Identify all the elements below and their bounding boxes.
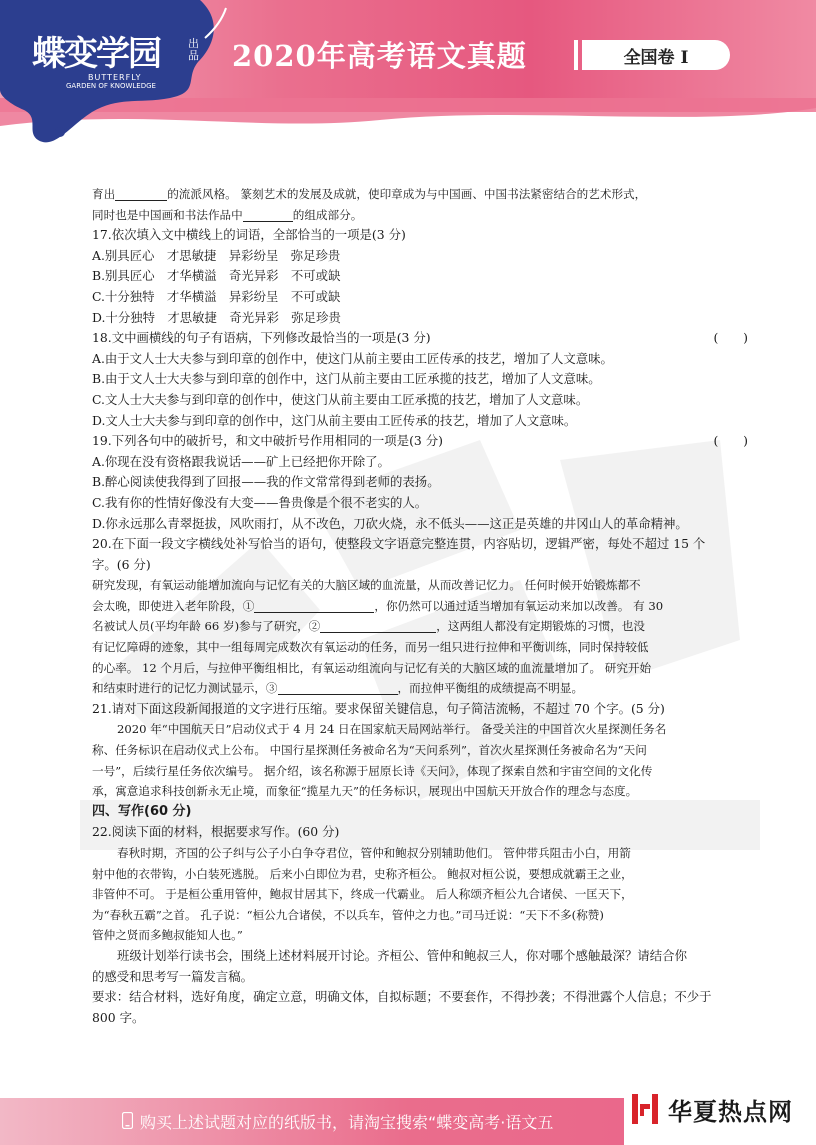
text-span: 会太晚，即使进入老年阶段，: [92, 598, 243, 613]
exam-badge: 全国卷 I: [582, 40, 730, 70]
answer-paren: ( ): [713, 433, 748, 449]
text-span: 育出: [92, 187, 116, 201]
q20-passage-line: [92, 596, 748, 617]
q20-passage-line: [92, 678, 748, 699]
q22-requirement-line: 800 字。: [92, 1009, 145, 1025]
q19-option-d: D.你永远那么青翠挺拔，风吹雨打，从不改色，刀砍火烧，永不低头——这正是英雄的井冈山人的革命精神。: [92, 515, 688, 531]
question-22-stem: 22.阅读下面的材料，根据要求写作。(60 分): [92, 824, 340, 840]
q22-task-line: 的感受和思考写一篇发言稿。: [92, 968, 254, 984]
q21-passage-line: 承，寓意追求科技创新永无止境，而象征“揽星九天”的任务标识，展现出中国航天开放合作的理念与态度。: [92, 784, 638, 799]
fill-blank: [243, 207, 293, 222]
brand-name: 华夏热点网: [668, 1098, 793, 1126]
text-span: 19.下列各句中的破折号，和文中破折号作用相同的一项是(3 分): [92, 433, 443, 449]
badge-bar: [574, 40, 578, 70]
q22-material-line: 管仲之贤而多鲍叔能知人也。”: [92, 928, 243, 943]
passage-line: [92, 184, 748, 205]
fill-blank-1[interactable]: [254, 598, 374, 613]
q18-option-a: A.由于文人士大夫参与到印章的创作中，使这门从前主要由工匠传承的技艺，增加了人文意味。: [92, 350, 613, 366]
q22-material-line: 射中他的衣带钩，小白装死逃脱。 后来小白即位为君，史称齐桓公。 鲍叔对桓公说，要想成就霸王之业，: [92, 866, 633, 881]
q17-option-b: B.别具匠心 才华横溢 奇光异彩 不可或缺: [92, 268, 341, 284]
q18-option-c: C.文人士大夫参与到印章的创作中，使这门从前主要由工匠承揽的技艺，增加了人文意味。: [92, 391, 589, 407]
q20-passage-line: [92, 616, 748, 637]
page-title: 2020年高考语文真题: [232, 39, 527, 73]
q21-passage-line: 一号”，后续行星任务依次编号。 据介绍，该名称源于屈原长诗《天问》，体现了探索自然和宇宙空间的文化传: [92, 763, 653, 778]
footer-promo-text: 购买上述试题对应的纸版书，请淘宝搜索“蝶变高考·语文五: [140, 1113, 554, 1132]
text-span: ，而拉伸平衡组的成绩提高不明显。: [397, 681, 584, 696]
text-span: 同时也是中国画和书法作品中: [92, 207, 243, 222]
question-17-stem: 17.依次填入文中横线上的词语，全部恰当的一项是(3 分): [92, 227, 406, 243]
text-span: 18.文中画横线的句子有语病，下列修改最恰当的一项是(3 分): [92, 330, 431, 346]
fill-blank: [115, 186, 167, 201]
brand-logo-icon: [630, 1090, 660, 1128]
passage-line: [92, 205, 748, 226]
logo-sub-text: 出品: [188, 37, 199, 62]
blank-number: ②: [308, 619, 321, 634]
blank-number: ③: [265, 681, 278, 696]
q22-material-line: 非管仲不可。 于是桓公重用管仲，鲍叔甘居其下，终成一代霸业。 后人称颂齐桓公九合诸侯、一匡天下，: [92, 887, 633, 902]
text-span: 的组成部分。: [292, 207, 363, 222]
q19-option-a: A.你现在没有资格跟我说话——矿上已经把你开除了。: [92, 453, 390, 469]
q17-option-c: C.十分独特 才华横溢 异彩纷呈 不可或缺: [92, 288, 341, 304]
section-heading: 四、写作(60 分): [92, 803, 192, 819]
question-21-stem: 21.请对下面这段新闻报道的文字进行压缩。要求保留关键信息，句子简洁流畅，不超过 70 个字。(5 分): [92, 700, 665, 716]
q21-passage-line: 2020 年“中国航天日”启动仪式于 4 月 24 日在国家航天局网站举行。 备受关注的中国首次火星探测任务名: [117, 722, 667, 737]
q19-option-c: C.我有你的性情好像没有大变——鲁贵像是个很不老实的人。: [92, 494, 428, 510]
text-span: 和结束时进行的记忆力测试显示，: [92, 681, 266, 696]
q18-option-d: D.文人士大夫参与到印章的创作中，这门从前主要由工匠传承的技艺，增加了人文意味。: [92, 412, 577, 428]
q21-passage-line: 称、任务标识在启动仪式上公布。 中国行星探测任务被命名为“天问系列”，首次火星探测任务被命名为“天问: [92, 743, 647, 758]
q18-option-b: B.由于文人士大夫参与到印章的创作中，这门从前主要由工匠承揽的技艺，增加了人文意味。: [92, 371, 601, 387]
q20-passage-line: 有记忆障碍的迹象，其中一组每周完成数次有氧运动的任务，而另一组只进行拉伸和平衡训练，同时保持较低: [92, 640, 649, 655]
logo-english-tagline: GARDEN OF KNOWLEDGE: [66, 82, 156, 90]
logo-english-name: BUTTERFLY: [88, 73, 142, 82]
question-20-stem-cont: 字。(6 分): [92, 556, 151, 572]
q17-option-a: A.别具匠心 才思敏捷 异彩纷呈 弥足珍贵: [92, 247, 341, 263]
q20-passage-line: 的心率。 12 个月后，与拉伸平衡组相比，有氧运动组流向与记忆有关的大脑区域的血流量增加了。 研究开始: [92, 660, 652, 675]
q22-material-line: 春秋时期，齐国的公子纠与公子小白争夺君位，管仲和鲍叔分别辅助他们。 管仲带兵阻击小白，用箭: [117, 846, 631, 860]
fill-blank-2[interactable]: [320, 618, 436, 633]
answer-paren: ( ): [713, 330, 748, 346]
question-19-stem: [92, 431, 748, 452]
blank-number: ①: [242, 598, 255, 613]
q17-option-d: D.十分独特 才思敏捷 奇光异彩 弥足珍贵: [92, 309, 341, 325]
text-span: 名被试人员(平均年龄 66 岁)参与了研究，: [92, 619, 309, 634]
q19-option-b: B.醉心阅读使我得到了回报——我的作文常常得到老师的表扬。: [92, 474, 440, 490]
fill-blank-3[interactable]: [278, 680, 398, 695]
q20-passage-line: 研究发现，有氧运动能增加流向与记忆有关的大脑区域的血流量，从而改善记忆力。 任何时候开始锻炼都不: [92, 578, 641, 593]
q22-requirement-line: 要求：结合材料，选好角度，确定立意，明确文体，自拟标题；不要套作，不得抄袭；不得泄露个人信息；不少于: [92, 989, 712, 1005]
text-span: ，这两组人都没有定期锻炼的习惯，也没: [436, 619, 645, 634]
q22-task-line: 班级计划举行读书会，围绕上述材料展开讨论。齐桓公、管仲和鲍叔三人，你对哪个感触最深？请结合你: [117, 947, 687, 963]
phone-icon: [122, 1112, 133, 1129]
logo-text: 蝶变学园: [32, 34, 160, 74]
q22-material-line: 为“春秋五霸”之首。 孔子说：“桓公九合诸侯，不以兵车，管仲之力也。”司马迁说：“天下不多(称赞): [92, 907, 604, 922]
exam-content: [92, 184, 748, 1028]
text-span: 的流派风格。 篆刻艺术的发展及成就，使印章成为与中国画、中国书法紧密结合的艺术形式，: [167, 187, 647, 201]
text-span: ，你仍然可以通过适当增加有氧运动来加以改善。 有 30: [374, 598, 664, 613]
question-18-stem: [92, 328, 748, 349]
question-20-stem: 20.在下面一段文字横线处补写恰当的语句，使整段文字语意完整连贯，内容贴切，逻辑严密，每处不超过 15 个: [92, 536, 706, 552]
